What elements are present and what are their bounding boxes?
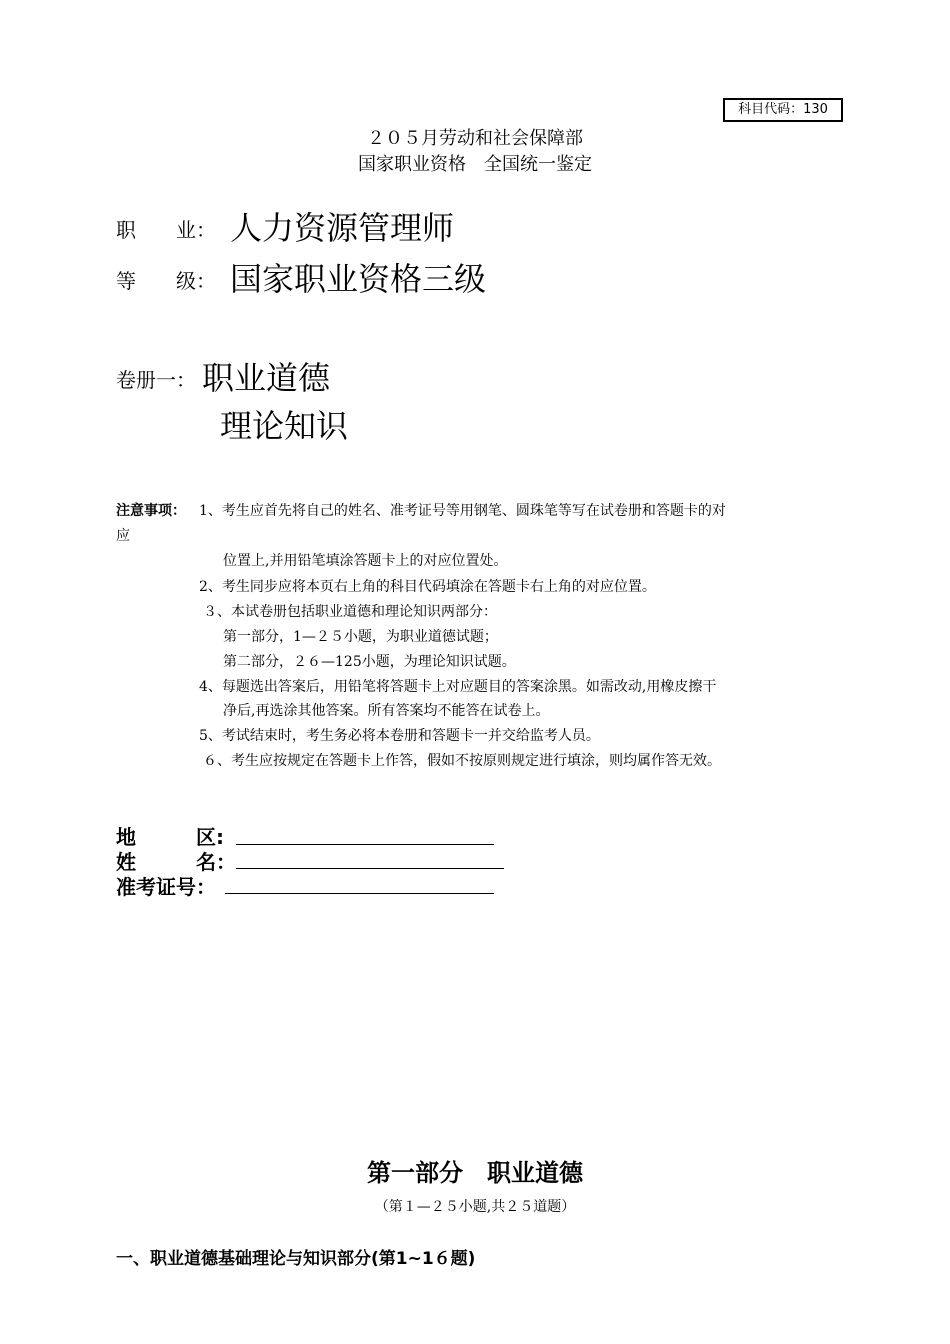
note-1b: 应: [116, 528, 130, 544]
part1-subtitle: （第１—２５小题,共２５道题）: [374, 1199, 576, 1215]
region-input-line[interactable]: [236, 844, 494, 845]
volume-title-1: 职业道德: [202, 359, 331, 397]
subject-code-box: 科目代码：130: [723, 98, 843, 122]
exam-number-label: 准考证号：: [116, 875, 216, 899]
note-3a: 第一部分，1—２５小题，为职业道德试题；: [223, 629, 498, 645]
notes-heading: 注意事项：: [116, 503, 186, 519]
note-3b: 第二部分，２６—125小题，为理论知识试题。: [223, 654, 516, 670]
note-4b: 净后,再选涂其他答案。所有答案均不能答在试卷上。: [223, 703, 550, 719]
level-value: 国家职业资格三级: [230, 260, 487, 298]
region-label: 地 区:: [116, 825, 224, 849]
name-label: 姓 名：: [116, 850, 236, 874]
name-input-line[interactable]: [236, 868, 504, 869]
section-1-heading: 一、职业道德基础理论与知识部分(第1~1６题): [116, 1249, 476, 1269]
note-1a: 1、考生应首先将自己的姓名、准考证号等用钢笔、圆珠笔等写在试卷册和答题卡的对: [199, 503, 726, 519]
volume-title-2: 理论知识: [220, 407, 349, 445]
note-2: 2、考生同步应将本页右上角的科目代码填涂在答题卡右上角的对应位置。: [199, 579, 656, 595]
part1-title: 第一部分 职业道德: [367, 1159, 583, 1187]
note-4a: 4、每题选出答案后，用铅笔将答题卡上对应题目的答案涂黑。如需改动,用橡皮擦干: [199, 679, 717, 695]
note-3: ３、本试卷册包括职业道德和理论知识两部分：: [203, 604, 497, 620]
occupation-value: 人力资源管理师: [230, 209, 455, 247]
note-6: ６、考生应按规定在答题卡上作答，假如不按原则规定进行填涂，则均属作答无效。: [203, 753, 721, 769]
volume-label: 卷册一：: [116, 368, 196, 392]
header-line-2: 国家职业资格 全国统一鉴定: [358, 154, 592, 175]
note-5: 5、考试结束时，考生务必将本卷册和答题卡一并交给监考人员。: [199, 728, 600, 744]
occupation-label: 职 业：: [116, 218, 216, 242]
header-line-1: ２０５月劳动和社会保障部: [367, 128, 583, 149]
exam-number-input-line[interactable]: [225, 893, 494, 894]
level-label: 等 级：: [116, 269, 216, 293]
note-1c: 位置上,并用铅笔填涂答题卡上的对应位置处。: [223, 553, 508, 569]
